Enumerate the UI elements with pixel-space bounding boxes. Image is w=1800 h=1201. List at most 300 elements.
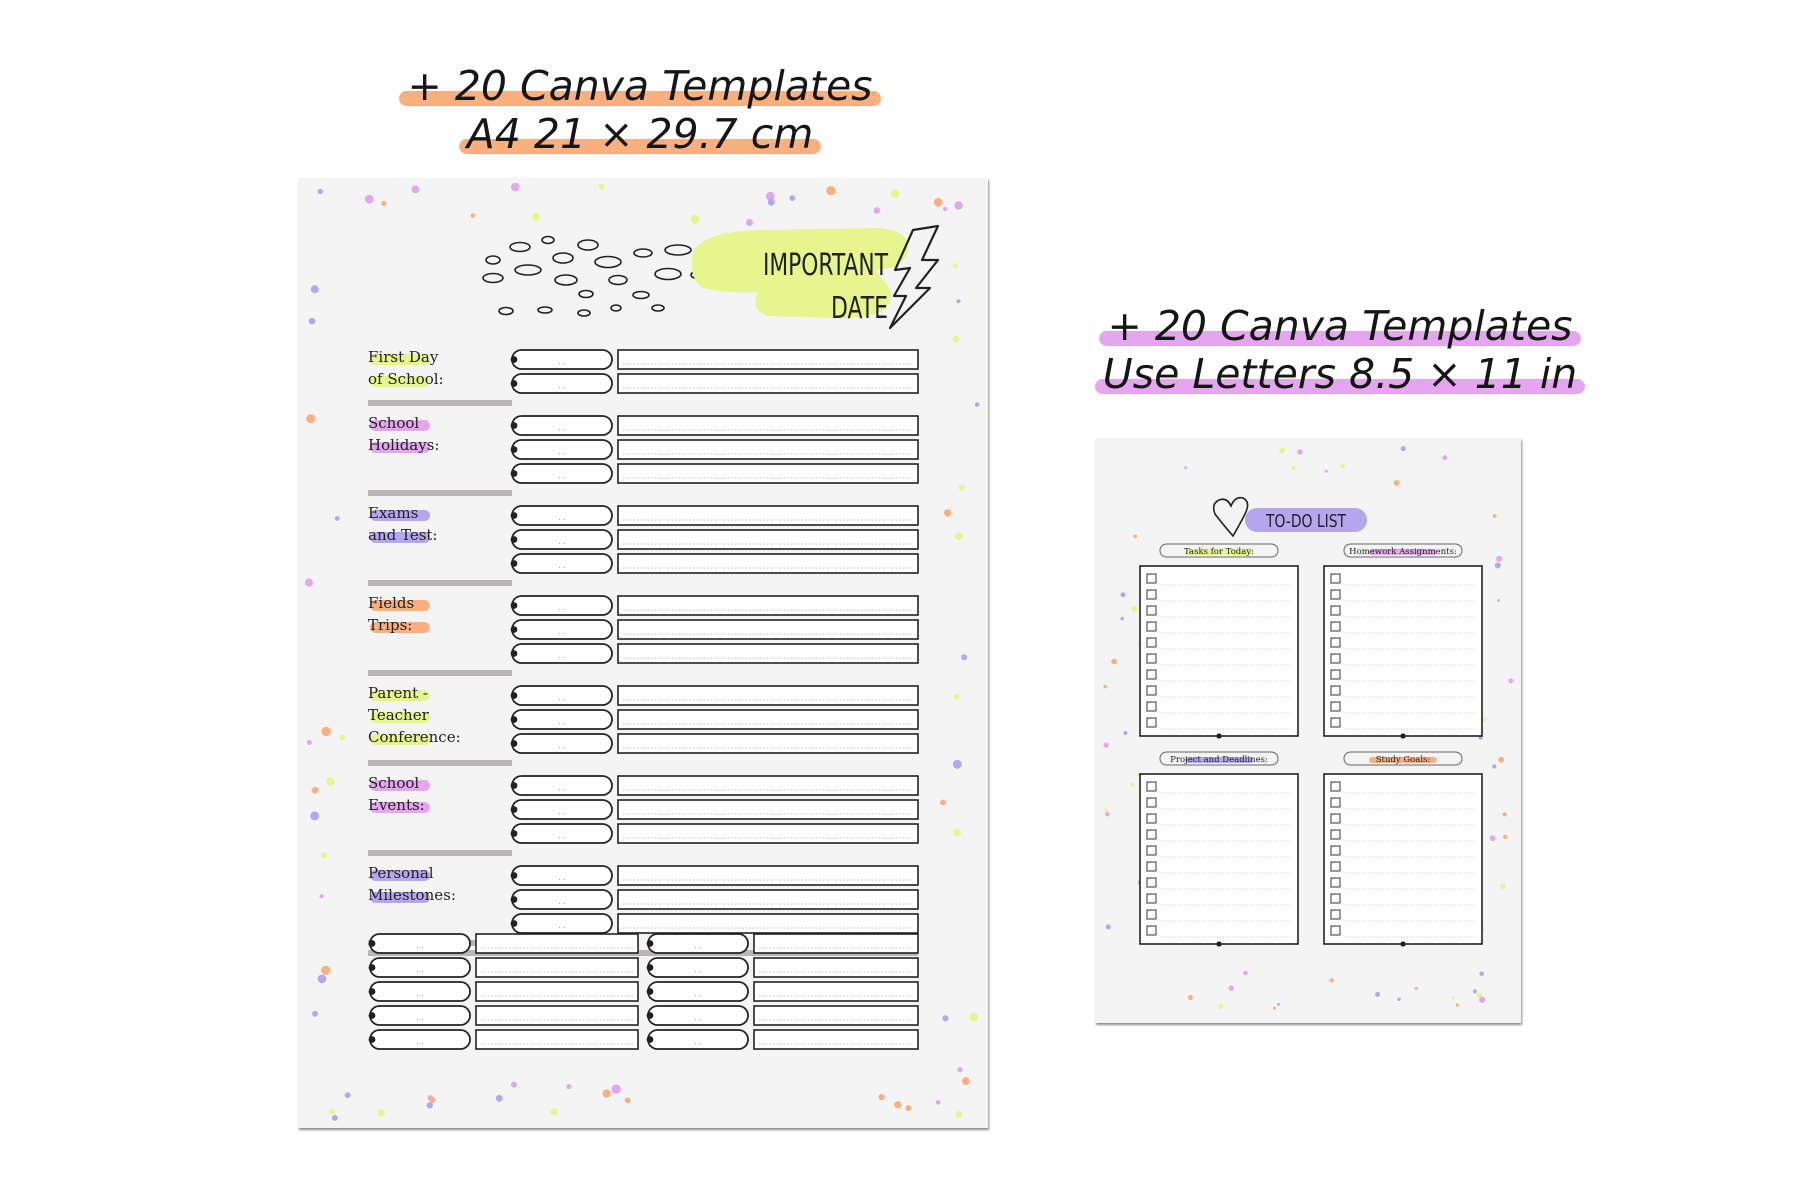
date-pill-separators: . .: [416, 941, 424, 950]
confetti-dot: [312, 1011, 318, 1017]
date-pill-separators: . .: [558, 513, 566, 522]
confetti-dot: [511, 1082, 517, 1088]
date-row: [511, 416, 918, 435]
note-field: [754, 934, 918, 953]
date-row: [647, 958, 918, 977]
todo-box-frame: [1140, 566, 1298, 736]
checkbox-icon: [1147, 926, 1156, 935]
confetti-dot: [427, 1102, 433, 1108]
confetti-dot: [954, 201, 962, 209]
date-section: [368, 504, 918, 586]
confetti-dot: [1473, 989, 1477, 993]
note-field: [618, 596, 918, 615]
checkbox-icon: [1147, 606, 1156, 615]
confetti-dot: [1229, 986, 1234, 991]
section-label: of School:: [368, 370, 444, 388]
checkbox-icon: [1331, 638, 1340, 647]
section-label: Parent -: [368, 684, 428, 702]
section-label: Events:: [368, 796, 425, 814]
section-divider: [368, 490, 512, 496]
checkbox-icon: [1331, 878, 1340, 887]
date-row: [647, 1030, 918, 1049]
todo-box-label: Project and Deadlines:: [1170, 755, 1268, 765]
date-pill-dot: [511, 512, 518, 519]
checkbox-icon: [1331, 798, 1340, 807]
date-row: [511, 464, 918, 483]
note-field: [618, 890, 918, 909]
date-pill-dot: [511, 830, 518, 837]
date-pill-dot: [511, 470, 518, 477]
confetti-dot: [1297, 449, 1302, 454]
date-pill-separators: . .: [558, 717, 566, 726]
date-section: [368, 774, 918, 856]
confetti-dot: [1218, 1004, 1223, 1009]
todo-box: [1140, 752, 1298, 947]
confetti-dot: [312, 787, 319, 794]
date-pill-dot: [511, 806, 518, 813]
note-field: [618, 734, 918, 753]
confetti-dot: [1452, 997, 1455, 1000]
note-field: [618, 686, 918, 705]
section-divider: [368, 670, 512, 676]
date-row: [647, 1006, 918, 1025]
date-pill-separators: . .: [558, 873, 566, 882]
date-pill-dot: [647, 988, 654, 995]
todo-box: [1140, 544, 1298, 739]
checkbox-icon: [1331, 910, 1340, 919]
confetti-dot: [381, 201, 386, 206]
date-pill-dot: [511, 650, 518, 657]
date-pill-separators: . .: [558, 537, 566, 546]
date-row: [511, 554, 918, 573]
date-pill-dot: [511, 356, 518, 363]
todo-boxes: [1140, 544, 1482, 947]
a4-caption-line1: + 20 Canva Templates: [399, 62, 880, 110]
note-field: [618, 776, 918, 795]
date-row: [511, 530, 918, 549]
checkbox-icon: [1147, 670, 1156, 679]
section-label: School: [368, 414, 420, 432]
confetti-dot: [940, 800, 946, 806]
confetti-dot: [959, 484, 965, 490]
confetti-dot: [1133, 535, 1137, 539]
confetti-dot: [318, 189, 323, 194]
todo-box-dot: [1400, 733, 1405, 738]
checkbox-icon: [1147, 590, 1156, 599]
confetti-dot: [891, 189, 900, 198]
confetti-dot: [1105, 812, 1110, 817]
confetti-dot: [322, 727, 331, 736]
confetti-dot: [311, 285, 319, 293]
confetti-dot: [306, 414, 315, 423]
confetti-dot: [496, 1095, 503, 1102]
confetti-dot: [1397, 998, 1400, 1001]
important-date-title-line1: IMPORTANT: [763, 248, 889, 283]
confetti-dot: [305, 579, 313, 587]
date-pill-dot: [647, 1036, 654, 1043]
confetti-dot: [1456, 1003, 1459, 1006]
oval-cluster-icon: [483, 237, 705, 317]
confetti-dot: [345, 1092, 351, 1098]
a4-caption-line2: A4 21 × 29.7 cm: [459, 110, 822, 158]
note-field: [618, 644, 918, 663]
confetti-dot: [1243, 971, 1248, 976]
date-pill-dot: [511, 896, 518, 903]
confetti-dot: [1291, 466, 1295, 470]
letter-template-canvas: [1095, 438, 1521, 1023]
confetti-dot: [1123, 731, 1127, 735]
date-row: [511, 890, 918, 909]
note-field: [618, 440, 918, 459]
note-field: [618, 530, 918, 549]
checkbox-icon: [1331, 926, 1340, 935]
date-pill-separators: . .: [558, 627, 566, 636]
date-pill-separators: . .: [558, 447, 566, 456]
confetti-dot: [335, 516, 340, 521]
date-pill-separators: . .: [694, 989, 702, 998]
note-field: [754, 982, 918, 1001]
checkbox-icon: [1147, 894, 1156, 903]
a4-template-sheet: [298, 178, 988, 1128]
confetti-dot: [1496, 556, 1502, 562]
important-date-title-line2: DATE: [831, 291, 888, 326]
date-pill-separators: . .: [416, 1013, 424, 1022]
confetti-dot: [412, 186, 420, 194]
section-label: Teacher: [368, 706, 429, 724]
confetti-dot: [953, 336, 960, 343]
date-pill-separators: . .: [416, 1037, 424, 1046]
note-field: [754, 958, 918, 977]
confetti-dot: [1104, 685, 1107, 688]
confetti-dot: [1508, 678, 1513, 683]
confetti-dot: [1188, 995, 1193, 1000]
date-pill-separators: . .: [558, 693, 566, 702]
confetti-dot: [879, 1094, 885, 1100]
date-row: [511, 710, 918, 729]
section-divider: [368, 760, 512, 766]
date-pill-separators: . .: [416, 965, 424, 974]
confetti-dot: [1483, 718, 1487, 722]
section-label: and Test:: [368, 526, 438, 544]
note-field: [618, 914, 918, 933]
confetti-dot: [1120, 617, 1124, 621]
letter-caption: [1070, 302, 1610, 398]
confetti-dot: [1330, 978, 1334, 982]
confetti-dot: [975, 402, 980, 407]
confetti-dot: [1111, 659, 1117, 665]
note-field: [618, 506, 918, 525]
confetti-dot: [321, 852, 327, 858]
date-pill-separators: . .: [558, 603, 566, 612]
checkbox-icon: [1147, 910, 1156, 919]
date-row: [511, 824, 918, 843]
confetti-dot: [625, 1098, 631, 1104]
confetti-dot: [944, 509, 951, 516]
section-label: Fields: [368, 594, 415, 612]
confetti-dot: [943, 207, 947, 211]
confetti-dot: [789, 195, 795, 201]
confetti-dot: [471, 213, 476, 218]
checkbox-icon: [1147, 622, 1156, 631]
confetti-dot: [1415, 987, 1418, 990]
todo-box-dot: [1216, 941, 1221, 946]
confetti-dot: [1442, 455, 1447, 460]
date-pill-dot: [511, 422, 518, 429]
date-sections: [368, 348, 918, 956]
confetti-dot: [307, 740, 312, 745]
confetti-dot: [874, 207, 881, 214]
date-pill-dot: [511, 782, 518, 789]
date-pill-separators: . .: [558, 741, 566, 750]
checkbox-icon: [1331, 654, 1340, 663]
date-pill-dot: [647, 1012, 654, 1019]
date-pill-dot: [647, 940, 654, 947]
confetti-dot: [1277, 1003, 1280, 1006]
date-pill-dot: [369, 1012, 376, 1019]
checkbox-icon: [1147, 782, 1156, 791]
date-pill-dot: [511, 920, 518, 927]
confetti-dot: [1503, 835, 1507, 839]
checkbox-icon: [1331, 830, 1340, 839]
confetti-dot: [566, 1084, 571, 1089]
checkbox-icon: [1331, 670, 1340, 679]
date-pill-separators: . .: [694, 1037, 702, 1046]
confetti-dot: [1479, 972, 1484, 977]
checkbox-icon: [1147, 702, 1156, 711]
date-row: [369, 982, 638, 1001]
note-field: [618, 464, 918, 483]
section-divider: [368, 400, 512, 406]
date-pill-separators: . .: [558, 807, 566, 816]
date-pill-separators: . .: [558, 831, 566, 840]
date-pill-separators: . .: [558, 783, 566, 792]
date-pill-separators: . .: [694, 941, 702, 950]
confetti-dot: [953, 829, 961, 837]
date-row: [511, 866, 918, 885]
checkbox-icon: [1331, 862, 1340, 871]
confetti-dot: [934, 198, 943, 207]
confetti-dot: [957, 1067, 962, 1072]
confetti-dot: [691, 215, 700, 224]
date-pill-separators: . .: [694, 1013, 702, 1022]
checkbox-icon: [1147, 718, 1156, 727]
date-pill-dot: [511, 626, 518, 633]
confetti-dot: [1394, 480, 1400, 486]
checkbox-icon: [1331, 894, 1340, 903]
date-pill-dot: [511, 740, 518, 747]
todo-box-label: Homework Assignments:: [1349, 547, 1457, 557]
confetti-dot: [612, 1085, 621, 1094]
date-pill-dot: [369, 988, 376, 995]
checkbox-icon: [1147, 830, 1156, 839]
confetti-dot: [310, 811, 319, 820]
letter-caption-line1: + 20 Canva Templates: [1099, 302, 1580, 350]
section-label: Trips:: [368, 616, 413, 634]
note-field: [476, 958, 638, 977]
note-field: [476, 934, 638, 953]
date-pill-dot: [511, 380, 518, 387]
todo-box-frame: [1324, 774, 1482, 944]
note-field: [476, 1030, 638, 1049]
confetti-dot: [953, 760, 962, 769]
date-pill-separators: . .: [558, 381, 566, 390]
checkbox-icon: [1147, 654, 1156, 663]
confetti-dot: [1273, 1007, 1276, 1010]
confetti-dot: [320, 894, 324, 898]
confetti-dot: [378, 1109, 385, 1116]
checkbox-icon: [1331, 574, 1340, 583]
date-row: [511, 440, 918, 459]
todo-box-frame: [1324, 566, 1482, 736]
todo-box-label: Study Goals:: [1375, 755, 1431, 765]
date-row: [647, 982, 918, 1001]
confetti-dot: [309, 318, 316, 325]
date-pill-dot: [511, 446, 518, 453]
confetti-dot: [1497, 599, 1500, 602]
date-pill-separators: . .: [558, 471, 566, 480]
date-row: [369, 1006, 638, 1025]
confetti-dot: [942, 1015, 948, 1021]
section-label: Milestones:: [368, 886, 456, 904]
confetti-dot: [1498, 757, 1504, 763]
confetti-dot: [970, 1013, 978, 1021]
date-pill-dot: [369, 964, 376, 971]
confetti-dot: [1500, 883, 1506, 889]
confetti-dot: [1479, 997, 1485, 1003]
confetti-dot: [768, 199, 775, 206]
confetti-dot: [1121, 592, 1126, 597]
note-field: [476, 1006, 638, 1025]
confetti-dot: [936, 1100, 941, 1105]
confetti-dot: [956, 1111, 963, 1118]
section-divider: [368, 850, 512, 856]
date-pill-dot: [369, 1036, 376, 1043]
date-pill-dot: [511, 560, 518, 567]
checkbox-icon: [1331, 782, 1340, 791]
note-field: [476, 982, 638, 1001]
date-row: [511, 596, 918, 615]
letter-template-sheet: [1095, 438, 1521, 1023]
date-pill-dot: [511, 716, 518, 723]
confetti-dot: [957, 299, 961, 303]
confetti-dot: [332, 1115, 338, 1121]
a4-caption: [380, 62, 900, 158]
checkbox-icon: [1147, 638, 1156, 647]
heart-icon: [1214, 498, 1248, 536]
confetti-dot: [894, 1101, 901, 1108]
date-pill-separators: . .: [416, 989, 424, 998]
todo-box-dot: [1400, 941, 1405, 946]
date-row: [511, 734, 918, 753]
confetti-dot: [905, 1105, 911, 1111]
date-pill-separators: . .: [558, 651, 566, 660]
confetti-dot: [1401, 446, 1406, 451]
date-row: [511, 776, 918, 795]
checkbox-icon: [1331, 702, 1340, 711]
note-field: [754, 1006, 918, 1025]
confetti-dot: [1495, 562, 1501, 568]
confetti-dot: [1106, 924, 1111, 929]
confetti-dot: [953, 263, 958, 268]
date-pill-dot: [647, 964, 654, 971]
confetti-dot: [321, 966, 330, 975]
confetti-dot: [962, 1077, 970, 1085]
todo-box: [1324, 544, 1482, 739]
confetti-dot: [1131, 783, 1135, 787]
confetti-dot: [1492, 764, 1496, 768]
checkbox-icon: [1147, 686, 1156, 695]
checkbox-icon: [1147, 878, 1156, 887]
date-pill-dot: [511, 692, 518, 699]
date-pill-separators: . .: [558, 357, 566, 366]
confetti-dot: [603, 1089, 611, 1097]
date-row: [647, 934, 918, 953]
checkbox-icon: [1331, 846, 1340, 855]
checkbox-icon: [1147, 574, 1156, 583]
confetti-dot: [1279, 448, 1285, 454]
a4-template-canvas: [298, 178, 988, 1128]
date-pill-separators: . .: [558, 423, 566, 432]
checkbox-icon: [1147, 814, 1156, 823]
section-label: Exams: [368, 504, 419, 522]
confetti-dot: [318, 975, 327, 984]
confetti-dot: [1503, 812, 1507, 816]
note-field: [618, 554, 918, 573]
confetti-dot: [961, 654, 967, 660]
todo-box-frame: [1140, 774, 1298, 944]
date-pill-dot: [511, 536, 518, 543]
date-section: [368, 414, 918, 496]
todo-box-label: Tasks for Today:: [1184, 547, 1254, 557]
section-label: Holidays:: [368, 436, 440, 454]
confetti-dot: [1104, 809, 1107, 812]
confetti-dot: [326, 777, 335, 786]
date-row: [511, 374, 918, 393]
checkbox-icon: [1331, 686, 1340, 695]
confetti-dot: [955, 532, 963, 540]
date-section: [368, 594, 918, 676]
date-section: [368, 348, 918, 406]
confetti-dot: [1375, 992, 1380, 997]
checkbox-icon: [1147, 862, 1156, 871]
checkbox-icon: [1331, 606, 1340, 615]
note-field: [618, 374, 918, 393]
note-field: [618, 350, 918, 369]
note-field: [618, 416, 918, 435]
checkbox-icon: [1331, 590, 1340, 599]
confetti-dot: [511, 183, 520, 192]
date-section: [368, 684, 918, 766]
date-row: [511, 506, 918, 525]
confetti-dot: [1184, 466, 1187, 469]
checkbox-icon: [1331, 814, 1340, 823]
confetti-dot: [746, 219, 753, 226]
date-pill-separators: . .: [558, 921, 566, 930]
note-field: [618, 824, 918, 843]
confetti-dot: [1493, 514, 1497, 518]
date-row: [369, 958, 638, 977]
date-pill-dot: [511, 872, 518, 879]
note-field: [618, 620, 918, 639]
confetti-dot: [532, 213, 540, 221]
checkbox-icon: [1147, 798, 1156, 807]
confetti-dot: [339, 735, 345, 741]
date-row: [369, 1030, 638, 1049]
confetti-dot: [551, 1108, 558, 1115]
confetti-dot: [1490, 835, 1496, 841]
confetti-dot: [329, 1109, 335, 1115]
section-label: Conference:: [368, 728, 461, 746]
